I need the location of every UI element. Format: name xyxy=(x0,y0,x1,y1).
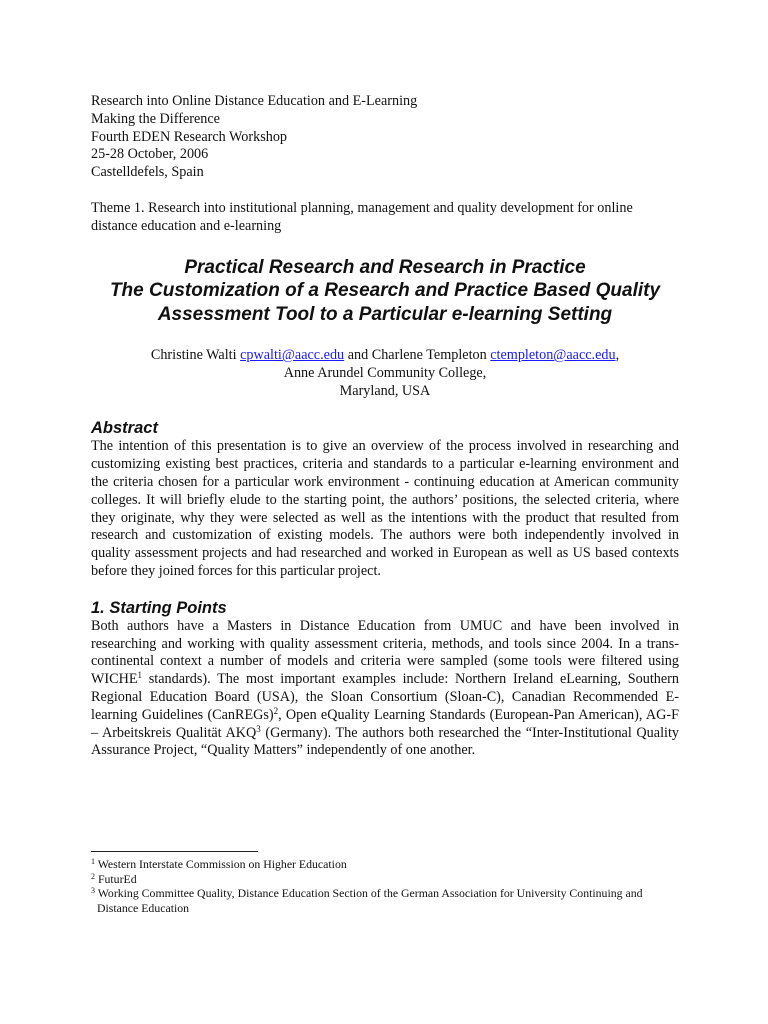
abstract-heading: Abstract xyxy=(91,419,158,438)
paragraph-text: Both authors have a Masters in Distance Education from UMUC and have been involved in researching and working with quality assessment criteria, methods, and tools since 2004. In a trans-continental context a number of models and criteria were sampled (some tools were filtered using WICHE xyxy=(91,617,679,688)
author-name: Christine Walti xyxy=(150,347,237,364)
author-name: Charlene Templeton xyxy=(371,347,487,364)
section-heading: 1. Starting Points xyxy=(91,598,227,617)
paper-page xyxy=(91,93,679,760)
footnote xyxy=(91,872,691,887)
affiliation: Anne Arundel Community College, xyxy=(283,364,487,381)
footnote-text: Western Interstate Commission on Higher Education xyxy=(95,857,347,871)
paragraph-text: (Germany). The authors both researched the “Inter-Institutional Quality Assurance Project, “Quality Matters” independently of one another. xyxy=(91,724,679,759)
section-paragraph xyxy=(91,618,679,760)
footnote-text: Working Committee Quality, Distance Education Section of the German Association for University Continuing and xyxy=(95,886,643,901)
header-line: 25-28 October, 2006 xyxy=(91,146,209,163)
footnote-text: FuturEd xyxy=(95,871,137,886)
footnote-mark: 1 xyxy=(91,857,95,866)
email-link[interactable]: ctempleton@aacc.edu xyxy=(490,347,616,364)
footnote xyxy=(91,857,691,872)
footnote-ref: 1 xyxy=(137,670,142,681)
footnote-ref: 3 xyxy=(256,723,261,734)
author-separator: , xyxy=(615,347,620,364)
title-line: Practical Research and Research in Practice xyxy=(184,256,586,278)
paper-title xyxy=(91,256,679,327)
title-line: The Customization of a Research and Practice Based Quality xyxy=(109,280,661,302)
theme-statement: Theme 1. Research into institutional planning, management and quality development for online distance education and e-learning xyxy=(91,199,633,234)
footnote xyxy=(91,886,691,901)
author-line xyxy=(91,347,679,365)
footnotes xyxy=(91,857,691,915)
footnote-continuation: Distance Education xyxy=(97,900,190,915)
abstract-paragraph: The intention of this presentation is to give an overview of the process involved in researching and customizing existing best practices, criteria and standards to a particular e-learning environment and the criteria chosen for a particular work environment - continuing education at American community colleges. It will briefly elude to the starting point, the authors’ positions, the selected criteria, where they originate, why they were selected as well as the intentions with the product that resulted from research and customization of existing models. The authors were both independently involved in quality assessment projects and had researched and worked in European as well as US based contexts before they joined forces for this particular project. xyxy=(91,438,679,580)
header-line: Castelldefels, Spain xyxy=(91,164,204,181)
footnote-divider xyxy=(91,851,258,852)
email-link[interactable]: cpwalti@aacc.edu xyxy=(240,347,345,364)
footnote-mark: 3 xyxy=(91,886,95,896)
conference-header xyxy=(91,93,679,182)
author-block xyxy=(91,347,679,400)
title-line: Assessment Tool to a Particular e-learning Setting xyxy=(157,303,613,325)
header-line: Making the Difference xyxy=(91,110,220,127)
header-line: Fourth EDEN Research Workshop xyxy=(91,128,288,145)
header-line: Research into Online Distance Education and E-Learning xyxy=(91,93,418,109)
paragraph-text: , Open eQuality Learning Standards (European-Pan American), AG-F – Arbeitskreis Qualität AKQ xyxy=(91,706,679,741)
location: Maryland, USA xyxy=(339,382,431,399)
footnote-mark: 2 xyxy=(91,871,95,881)
paragraph-text: standards). The most important examples include: Northern Ireland eLearning, Southern Regional Education Board (USA), the Sloan Consortium (Sloan-C), Canadian Recommended E-learning Guidelines (CanREGs) xyxy=(91,671,679,723)
author-conjunction: and xyxy=(347,347,369,364)
footnote-ref: 2 xyxy=(273,705,279,716)
